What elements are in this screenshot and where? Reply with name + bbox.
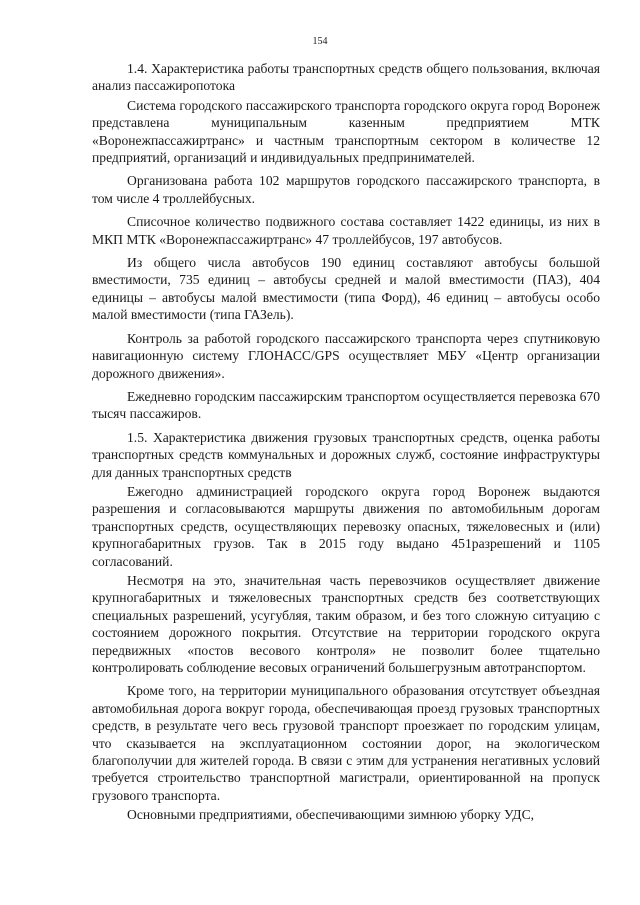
section-heading-1-4: 1.4. Характеристика работы транспортных средств общего пользования, включая анализ пассажиропотока — [92, 61, 600, 94]
page-number: 154 — [312, 36, 328, 47]
paragraph-glonass-control: Контроль за работой городского пассажирского транспорта через спутниковую навигационную систему ГЛОНАСС/GPS осуществляет МБУ «Центр организации дорожного движения». — [92, 330, 600, 381]
document-body — [92, 60, 600, 824]
paragraph-bus-capacity: Из общего числа автобусов 190 единиц составляют автобусы большой вместимости, 735 единиц – автобусы средней и малой вместимости (ПАЗ), 404 единицы – автобусы малой вместимости (типа Форд), 46 единиц – автобусы особо малой вместимости (типа ГАЗель). — [92, 255, 600, 323]
paragraph-daily-passengers: Ежедневно городским пассажирским транспортом осуществляется перевозка 670 тысяч пассажиров. — [92, 388, 600, 422]
paragraph-violations: Несмотря на это, значительная часть перевозчиков осуществляет движение крупногабаритных и тяжеловесных транспортных средств без соответствующих специальных разрешений, усугубляя, таким образом, и без того сложную ситуацию с состоянием дорожного покрытия. Отсутствие на территории городского округа передвижных «постов весового контроля» не позволит более тщательно контролировать соблюдение весовых ограничений большегрузным автотранспортом. — [92, 572, 600, 675]
paragraph-bypass-road: Кроме того, на территории муниципального образования отсутствует объездная автомобильная дорога вокруг города, обеспечивающая проезд грузовых транспортных средств, в результате чего весь грузовой транспорт проезжает по городским улицам, что сказывается на эксплуатационном состоянии дорог, на экологическом благополучии для жителей города. В связи с этим для устранения негативных условий требуется строительство транспортной магистрали, ориентированной на пропуск грузового транспорта. — [92, 683, 600, 803]
paragraph-transport-system: Система городского пассажирского транспорта городского округа город Воронеж представлена муниципальным казенным предприятием МТК «Воронежпассажиртранс» и частным транспортным сектором в количестве 12 предприятий, организаций и индивидуальных предпринимателей. — [92, 97, 600, 166]
section-heading-1-5: 1.5. Характеристика движения грузовых транспортных средств, оценка работы транспортных средств коммунальных и дорожных служб, состояние инфраструктуры для данных транспортных средств — [92, 429, 600, 480]
paragraph-winter-cleaning: Основными предприятиями, обеспечивающими зимнюю уборку УДС, — [127, 807, 535, 823]
paragraph-permits: Ежегодно администрацией городского округа город Воронеж выдаются разрешения и согласовываются маршруты движения по автомобильным дорогам транспортных средств, осуществляющих перевозку опасных, тяжеловесных и (или) крупногабаритных грузов. Так в 2015 году выдано 451разрешений и 1105 согласований. — [92, 483, 600, 569]
paragraph-rolling-stock: Списочное количество подвижного состава составляет 1422 единицы, из них в МКП МТК «Воронежпассажиртранс» 47 троллейбусов, 197 автобусов. — [92, 214, 600, 247]
paragraph-routes: Организована работа 102 маршрутов городского пассажирского транспорта, в том числе 4 троллейбусных. — [92, 173, 600, 206]
